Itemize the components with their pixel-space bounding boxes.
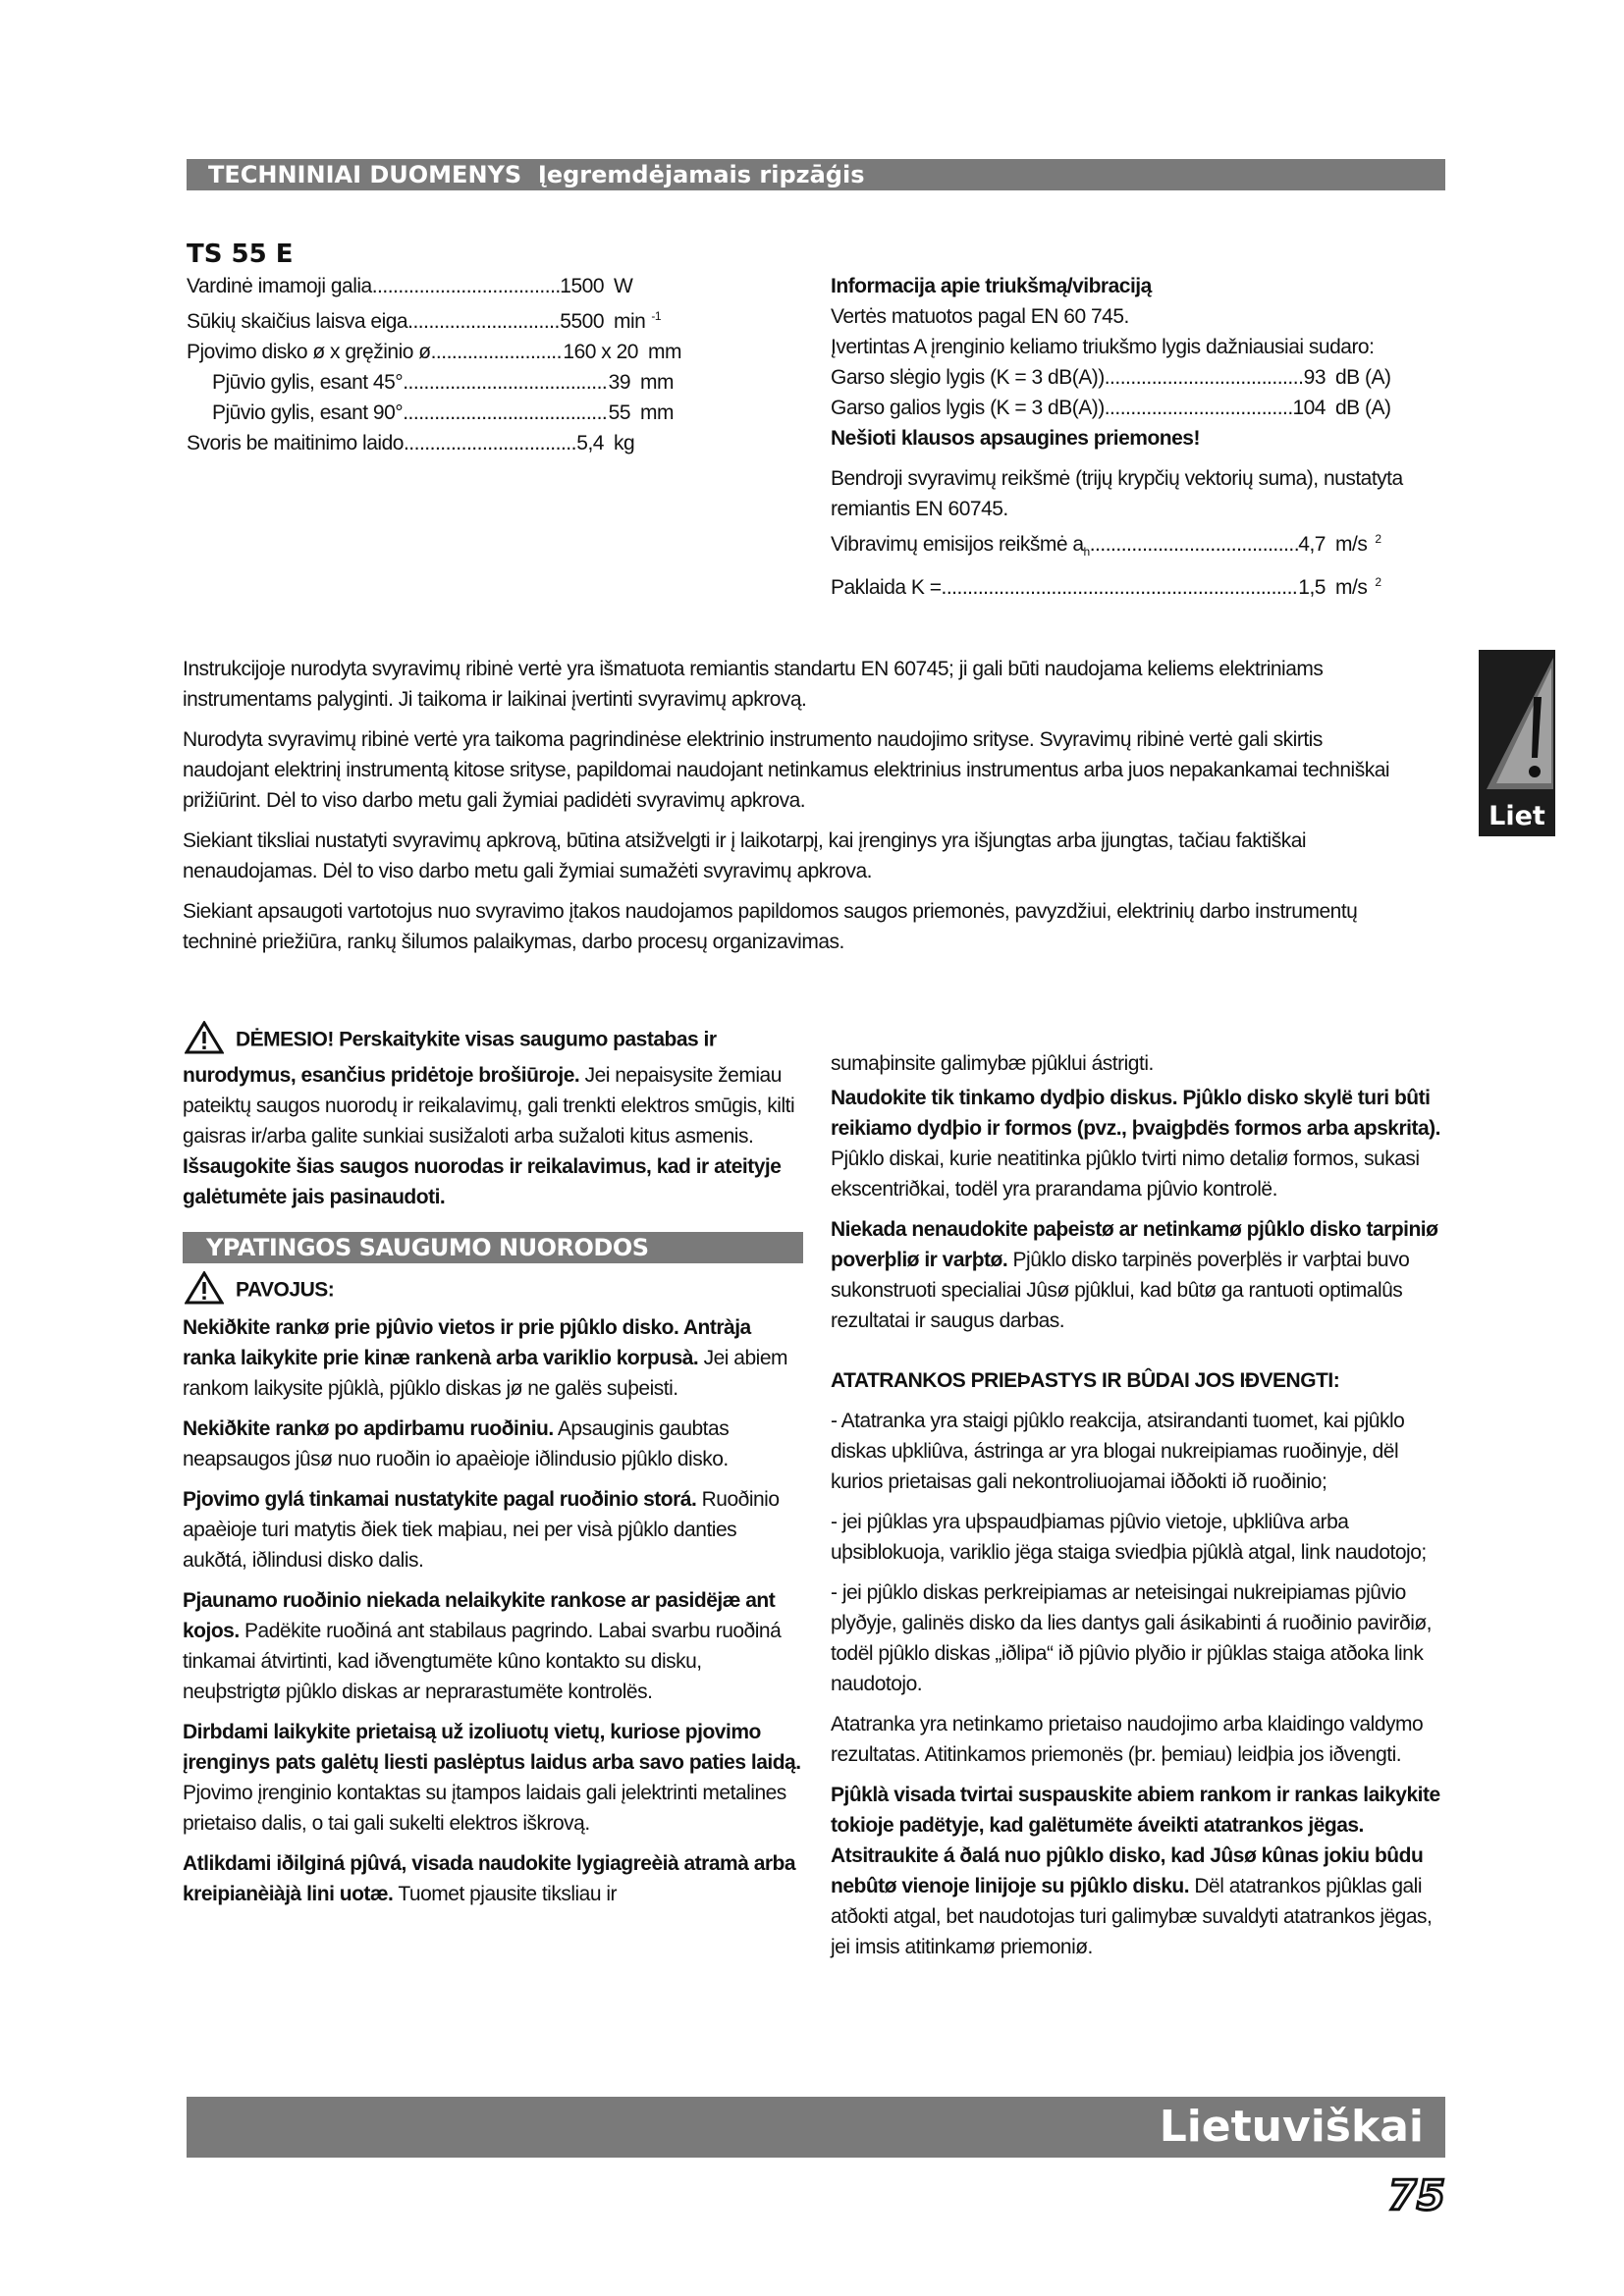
noise-row: Garso slėgio lygis (K = 3 dB(A)) ..... 93 dB (A)	[831, 362, 1400, 393]
footer-band	[187, 2097, 1445, 2158]
continued-text: sumaþinsite galimybæ pjûklui ástrigti.	[831, 1052, 1154, 1075]
attention-bold: DĖMESIO! Perskaitykite visas saugumo pastabas ir nurodymus, esančius pridėtoje brošiūroje.	[183, 1028, 717, 1087]
vibration-row: Paklaida K = ..... 1,5 m/s $^2$	[831, 567, 1400, 603]
vibration-intro: Bendroji svyravimų reikšmė (trijų krypčių vektorių suma), nustatyta remiantis EN 60745.	[831, 467, 1403, 520]
noise-line1: Vertės matuotos pagal EN 60 745.	[831, 305, 1129, 328]
safety-paragraph: Atlikdami iðilginá pjûvá, visada naudokite lygiagreèià atramà arba kreipianèiàjà lini uotæ. Tuomet pjausite tiksliau ir	[183, 1852, 796, 1905]
header-title-bold: TECHNINIAI DUOMENYS	[208, 161, 522, 188]
specs-block	[187, 238, 736, 458]
noise-heading: Informacija apie triukšmą/vibraciją	[831, 275, 1152, 297]
keep-instructions: Išsaugokite šias saugos nuorodas ir reikalavimus, kad ir ateityje galėtumėte jais pasinaudoti.	[183, 1155, 782, 1208]
side-tab-label: Liet	[1489, 801, 1545, 831]
left-column	[183, 1021, 803, 1919]
kickback-item: - jei pjûklas yra uþspaudþiamas pjûvio vietoje, uþkliûva arba uþsiblokuoja, variklio jëga staiga sviedþia pjûklà atgal, link naudotojo;	[831, 1511, 1427, 1564]
spec-row: Svoris be maitinimo laido ..... 5,4 kg	[187, 428, 673, 458]
header-band	[187, 159, 1445, 190]
kickback-item: Atatranka yra netinkamo prietaiso naudojimo arba klaidingo valdymo rezultatas. Atitinkamos priemonës (þr. þemiau) leidþia jos iðvengti.	[831, 1713, 1424, 1766]
safety-paragraph: Nekiðkite rankø po apdirbamu ruoðiniu. Apsauginis gaubtas neapsaugos jûsø nuo ruoðin io apaèioje iðlindusio pjûklo disko.	[183, 1417, 730, 1470]
noise-line2: Įvertintas A įrenginio keliamo triukšmo lygis dažniausiai sudaro:	[831, 336, 1375, 358]
spec-row: Pjūvio gylis, esant 90° ..... 55 mm	[212, 398, 699, 428]
specs-table	[187, 271, 736, 458]
safety-paragraph: Pjovimo gylá tinkamai nustatykite pagal ruoðinio storá. Ruoðinio apaèioje turi matytis ðiek tiek maþiau, nei per visà pjûklo danties aukðtá, iðlindusi disko dalis.	[183, 1488, 780, 1572]
noise-row: Garso galios lygis (K = 3 dB(A)) ..... 104 dB (A)	[831, 393, 1400, 423]
safety-paragraph: Pjaunamo ruoðinio niekada nelaikykite rankose ar pasidëjæ ant kojos. Padëkite ruoðiná ant stabilaus pagrindo. Labai svarbu ruoðiná tinkamai átvirtinti, kad iðvengtumëte kûno kontakto su disku, neuþstrigtø pjûklo diskas ar neprarastumëte kontrolës.	[183, 1589, 782, 1703]
spec-row: Vardinė imamoji galia ..... 1500 W	[187, 271, 673, 301]
noise-block	[831, 271, 1410, 603]
safety-paragraph: Dirbdami laikykite prietaisą už izoliuotų vietų, kuriose pjovimo įrenginys pats galėtų liesti paslėptus laidus arba savo paties laidą. Pjovimo įrenginio kontaktas su įtampos laidais gali įelektrinti metalines prietaiso dalis, o tai gali sukelti elektros iškrovą.	[183, 1721, 801, 1835]
vibration-text	[183, 654, 1410, 967]
footer-language: Lietuviškai	[1159, 2102, 1424, 2152]
special-safety-title: YPATINGOS SAUGUMO NUORODOS	[206, 1234, 649, 1261]
safety-paragraph: Nekiðkite rankø prie pjûvio vietos ir prie pjûklo disko. Antràja ranka laikykite prie kinæ rankenà arba variklio korpusà. Jei abiem rankom laikysite pjûklà, pjûklo diskas jø ne galës suþeisti.	[183, 1316, 787, 1400]
warning-triangle-icon	[185, 1021, 224, 1054]
kickback-heading: ATATRANKOS PRIEÞASTYS IR BÛDAI JOS IÐVENGTI:	[831, 1369, 1340, 1392]
right-column	[831, 1048, 1455, 1972]
vibration-paragraph: Instrukcijoje nurodyta svyravimų ribinė vertė yra išmatuota remiantis standartu EN 60745; ji gali būti naudojama keliems elektriniams instrumentams palyginti. Ji taikoma ir laikinai įvertinti svyravimų apkrovą.	[183, 658, 1324, 711]
special-safety-band	[183, 1232, 803, 1263]
safety-paragraph: Niekada nenaudokite paþeistø ar netinkamø pjûklo disko tarpiniø poverþliø ir varþtø. Pjûklo disko tarpinës poverþlës ir varþtai buvo sukonstruoti specialiai Jûsø pjûklui, kad bûtø ga rantuoti optimalûs rezultatai ir saugus darbas.	[831, 1218, 1438, 1332]
kickback-item: - Atatranka yra staigi pjûklo reakcija, atsirandanti tuomet, kai pjûklo diskas uþkliûva, ástringa ar yra blogai nukreipiamas ruoðinyje, dël kurios prietaisas gali nekontroliuojamai iððokti ið ruoðinio;	[831, 1410, 1405, 1493]
danger-heading: PAVOJUS:	[183, 1271, 803, 1310]
vibration-paragraph: Siekiant tiksliai nustatyti svyravimų apkrovą, būtina atsižvelgti ir į laikotarpį, kai įrenginys yra išjungtas arba įjungtas, tačiau faktiškai nenaudojamas. Dėl to viso darbo metu gali žymiai sumažėti svyravimų apkrova.	[183, 829, 1307, 882]
attention-paragraph	[183, 1021, 803, 1151]
model-name: TS 55 E	[187, 240, 294, 269]
vibration-paragraph: Nurodyta svyravimų ribinė vertė yra taikoma pagrindinėse elektrinio instrumento naudojimo srityse. Svyravimų ribinė vertė gali skirtis naudojant elektrinį instrumentą kitose srityse, papildomai naudojant netinkamus elektrinius instrumentus arba juos nepakankamai techniškai prižiūrint. Dėl to viso darbo metu gali žymiai padidėti svyravimų apkrova.	[183, 728, 1390, 812]
spec-row: Pjūvio gylis, esant 45° ..... 39 mm	[212, 367, 699, 398]
warning-triangle-icon	[185, 1271, 224, 1305]
spec-row: Sūkių skaičius laisva eiga ..... 5500 min $^{-1}$	[187, 301, 673, 337]
hearing-warning: Nešioti klausos apsaugines priemones!	[831, 427, 1200, 450]
warning-sign-icon	[1479, 650, 1555, 797]
safety-paragraph: Naudokite tik tinkamo dydþio diskus. Pjûklo disko skylë turi bûti reikiamo dydþio ir formos (pvz., þvaigþdës formos arba apskrita). Pjûklo diskai, kurie neatitinka pjûklo tvirti nimo detaliø formos, sukasi ekscentriðkai, todël yra prarandama pjûvio kontrolë.	[831, 1087, 1440, 1201]
spec-row: Pjovimo disko ø x gręžinio ø. ..... 160 x 20 mm	[187, 337, 707, 367]
header-title-rest: Įegremdėjamais ripzāģis	[537, 161, 865, 188]
page-number: 75	[1387, 2171, 1445, 2219]
vibration-paragraph: Siekiant apsaugoti vartotojus nuo svyravimo įtakos naudojamos papildomos saugos priemonės, pavyzdžiui, elektrinių darbo instrumentų techninė priežiūra, rankų šilumos palaikymas, darbo procesų organizavimas.	[183, 900, 1358, 953]
safety-paragraph: Pjûklà visada tvirtai suspauskite abiem rankom ir rankas laikykite tokioje padëtyje, kad galëtumëte áveikti atatrankos jëgas. Atsitraukite á ðalá nuo pjûklo disko, kad Jûsø kûnas jokiu bûdu nebûtø vienoje linijoje su pjûklo disku. Dël atatrankos pjûklas gali atðokti atgal, bet naudotojas turi galimybæ suvaldyti atatrankos jëgas, jei imsis atitinkamø priemoniø.	[831, 1784, 1440, 1958]
side-tab	[1479, 650, 1555, 836]
kickback-item: - jei pjûklo diskas perkreipiamas ar neteisingai nukreipiamas pjûvio plyðyje, galinës disko da lies dantys gali ásikabinti á ruoðinio pavirðiø, todël pjûklo diskas „iðlipa“ ið pjûvio plyðio ir pjûklas staiga atðoka link naudotojo.	[831, 1581, 1433, 1695]
vibration-row: Vibravimų emisijos reikšmė $a_h$ ..... 4,7 m/s $^2$	[831, 524, 1400, 567]
attention-rest: Jei nepaisysite žemiau pateiktų saugos nuorodų ir reikalavimų, gali trenkti elektros smūgis, kilti gaisras ir/arba galite sunkiai susižaloti arba sužaloti kitus asmenis.	[183, 1064, 795, 1148]
